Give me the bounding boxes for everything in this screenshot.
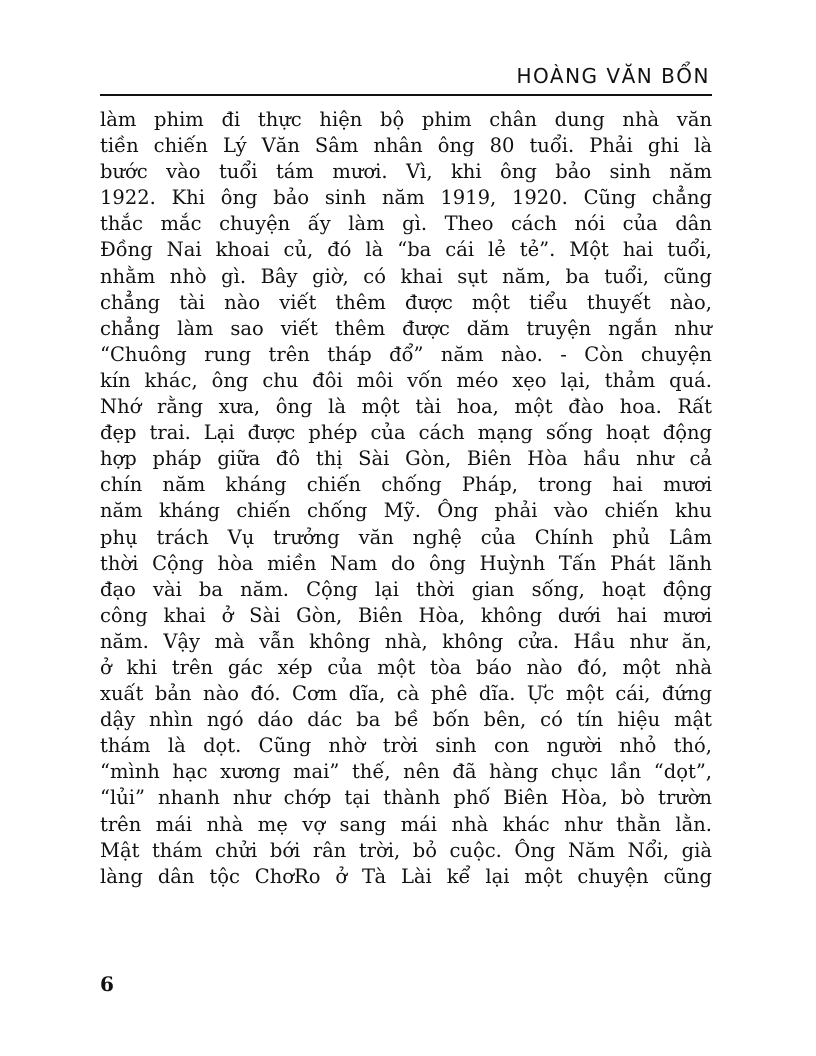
text-line: làng dân tộc ChơRo ở Tà Lài kể lại một chuyện cũng [100,864,712,888]
text-line: chẳng tài nào viết thêm được một tiểu thuyết nào, [100,290,712,314]
text-line: Đồng Nai khoai củ, đó là “ba cái lẻ tẻ”. Một hai tuổi, [100,238,712,262]
text-line: chẳng làm sao viết thêm được dăm truyện ngắn như [100,316,712,340]
text-line: phụ trách Vụ trưởng văn nghệ của Chính phủ Lâm [100,525,712,549]
text-line: 1922. Khi ông bảo sinh năm 1919, 1920. Cũng chẳng [100,186,712,210]
text-line: trên mái nhà mẹ vợ sang mái nhà khác như thằn lằn. [100,812,712,836]
text-line: “mình hạc xương mai” thế, nên đã hàng chục lần “dọt”, [100,760,712,784]
text-line: hợp pháp giữa đô thị Sài Gòn, Biên Hòa hầu như cả [100,447,712,471]
text-line: ở khi trên gác xép của một tòa báo nào đó, một nhà [100,655,712,679]
text-line: làm phim đi thực hiện bộ phim chân dung nhà văn [100,108,712,131]
text-line: xuất bản nào đó. Cơm dĩa, cà phê dĩa. Ực một cái, đứng [100,682,712,706]
body-text [100,107,712,890]
text-line: bước vào tuổi tám mươi. Vì, khi ông bảo sinh năm [100,160,712,184]
running-header: HOÀNG VĂN BỔN [516,64,710,88]
text-line: thời Cộng hòa miền Nam do ông Huỳnh Tấn Phát lãnh [100,551,712,575]
text-line: chín năm kháng chiến chống Pháp, trong hai mươi [100,473,712,497]
text-line: Mật thám chửi bới rân trời, bỏ cuộc. Ông Năm Nổi, già [100,838,712,862]
header-rule [100,94,712,96]
text-line: Nhớ rằng xưa, ông là một tài hoa, một đào hoa. Rất [100,395,712,419]
text-line: “lủi” nhanh như chớp tại thành phố Biên Hòa, bò trườn [100,786,712,810]
page-number: 6 [100,972,114,996]
text-line: năm kháng chiến chống Mỹ. Ông phải vào chiến khu [100,499,712,523]
text-line: dậy nhìn ngó dáo dác ba bề bốn bên, có tín hiệu mật [100,708,712,732]
text-line: “Chuông rung trên tháp đổ” năm nào. - Còn chuyện [100,342,712,366]
text-line: thắc mắc chuyện ấy làm gì. Theo cách nói của dân [100,212,712,236]
text-line: công khai ở Sài Gòn, Biên Hòa, không dưới hai mươi [100,603,712,627]
text-line: đạo vài ba năm. Cộng lại thời gian sống, hoạt động [100,577,712,601]
text-line: năm. Vậy mà vẫn không nhà, không cửa. Hầu như ăn, [100,629,712,653]
text-line: thám là dọt. Cũng nhờ trời sinh con người nhỏ thó, [100,734,712,758]
text-line: nhằm nhò gì. Bây giờ, có khai sụt năm, ba tuổi, cũng [100,264,712,288]
text-line: đẹp trai. Lại được phép của cách mạng sống hoạt động [100,421,712,445]
text-line: kín khác, ông chu đôi môi vốn méo xẹo lại, thảm quá. [100,368,712,392]
text-line: tiền chiến Lý Văn Sâm nhân ông 80 tuổi. Phải ghi là [100,134,712,158]
